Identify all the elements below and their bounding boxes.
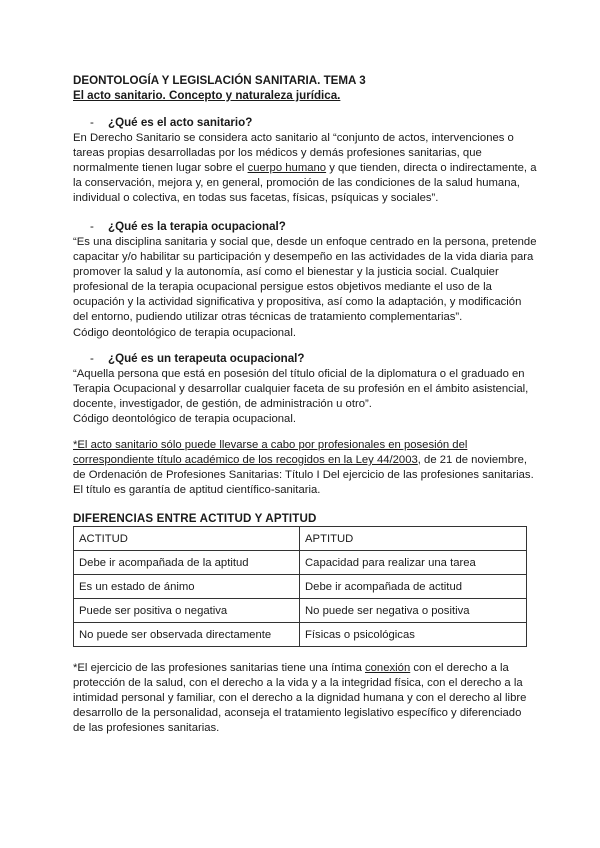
table-row [74, 599, 527, 623]
question-text: ¿Qué es la terapia ocupacional? [108, 220, 286, 233]
text-line: de Ordenación de Profesiones Sanitarias: Título I Del ejercicio de las profesiones sanitarias. [73, 469, 534, 482]
text-span: *El ejercicio de las profesiones sanitarias tiene una íntima [73, 662, 365, 674]
table-cell: Puede ser positiva o negativa [74, 599, 300, 623]
text-line: de las profesiones sanitarias. [73, 722, 220, 735]
title-line: DEONTOLOGÍA Y LEGISLACIÓN SANITARIA. TEMA 3 [73, 74, 366, 87]
text-span: , de 21 de noviembre, [417, 454, 528, 467]
text-line: “Aquella persona que está en posesión del título oficial de la diplomatura o el graduado en [73, 368, 525, 380]
question-text: ¿Qué es el acto sanitario? [108, 116, 253, 129]
text-line: capacitar y/o habilitar su participación y desempeño en las actividades de la vida diaria para [73, 251, 534, 264]
table-cell: Capacidad para realizar una tarea [300, 551, 527, 575]
text-line: del entorno, pudiendo utilizar otras técnicas de tratamiento complementarias”. [73, 311, 463, 324]
paragraph-terapia-ocupacional [73, 235, 543, 341]
question-terapia-ocupacional [90, 219, 286, 234]
text-line: protección de la salud, con el derecho a la vida y a la integridad física, con el derecho a la [73, 677, 523, 690]
text-span: con el derecho a la [410, 662, 509, 674]
underlined-text: correspondiente título académico de los recogidos en la Ley 44/2003 [73, 454, 418, 467]
text-line: El título es garantía de aptitud científico-sanitaria. [73, 484, 321, 497]
text-line [73, 161, 543, 176]
question-terapeuta-ocupacional [90, 351, 305, 366]
text-line: docente, investigador, de gestión, de administración u otro”. [73, 398, 372, 411]
question-acto-sanitario [90, 115, 252, 130]
table-row [74, 623, 527, 647]
text-span: normalmente tienen lugar sobre el [73, 162, 248, 175]
text-line: desarrollo de la personalidad, aconseja el tratamiento legislativo específico y diferenciado [73, 707, 522, 720]
bullet-dash: - [90, 220, 94, 233]
underlined-term: cuerpo humano [247, 162, 327, 175]
note-acto-sanitario [73, 438, 543, 498]
table-cell: Debe ir acompañada de la aptitud [74, 551, 300, 575]
note-ejercicio-profesiones [73, 661, 543, 736]
bullet-dash: - [90, 116, 94, 129]
text-line [73, 661, 543, 676]
document-title [73, 73, 366, 103]
text-line [73, 453, 543, 468]
text-line: tareas propias desarrolladas por los médicos y demás profesiones sanitarias, que [73, 147, 482, 160]
text-line: ocupación y la actividad significativa y propositiva, así como la adaptación, y modificación [73, 296, 522, 309]
underlined-term: conexión [365, 662, 411, 674]
text-line: Terapia Ocupacional y desarrollar cualquier faceta de su profesión en el ámbito asistencial, [73, 383, 529, 396]
paragraph-acto-sanitario [73, 131, 543, 206]
header-cell-aptitud: APTITUD [300, 527, 527, 551]
table-heading: DIFERENCIAS ENTRE ACTITUD Y APTITUD [73, 512, 317, 525]
table-cell: Físicas o psicológicas [300, 623, 527, 647]
question-text: ¿Qué es un terapeuta ocupacional? [108, 352, 305, 365]
table-header-row [74, 527, 527, 551]
source-citation: Código deontológico de terapia ocupacional. [73, 326, 296, 339]
header-cell-actitud: ACTITUD [74, 527, 300, 551]
text-line: promover la salud y la autonomía, así como el bienestar y la justicia social. Cualquier [73, 266, 499, 279]
bullet-dash: - [90, 352, 94, 365]
table-cell: No puede ser negativa o positiva [300, 599, 527, 623]
table-cell: Debe ir acompañada de actitud [300, 575, 527, 599]
subtitle: El acto sanitario. Concepto y naturaleza jurídica. [73, 89, 341, 102]
text-line: “Es una disciplina sanitaria y social que, desde un enfoque centrado en la persona, pretende [73, 236, 537, 248]
table-row [74, 575, 527, 599]
table-cell: No puede ser observada directamente [74, 623, 300, 647]
text-line: individual o colectiva, en todas sus facetas, físicas, psíquicas y sociales”. [73, 192, 439, 205]
text-line: En Derecho Sanitario se considera acto sanitario al “conjunto de actos, intervenciones o [73, 132, 514, 144]
table-cell: Es un estado de ánimo [74, 575, 300, 599]
table-row [74, 551, 527, 575]
source-citation: Código deontológico de terapia ocupacional. [73, 413, 296, 426]
underlined-line: *El acto sanitario sólo puede llevarse a cabo por profesionales en posesión del [73, 439, 468, 451]
text-line: profesional de la terapia ocupacional persigue estos objetivos mediante el uso de la [73, 281, 492, 294]
text-span: y que tienden, directa o indirectamente, a [326, 162, 537, 175]
paragraph-terapeuta-ocupacional [73, 367, 543, 427]
text-line: intimidad personal y familiar, con el derecho a la dignidad humana y con el derecho al libre [73, 692, 527, 705]
text-line: la conservación, mejora y, en general, promoción de las condiciones de la salud humana, [73, 177, 520, 190]
differences-table [73, 526, 527, 647]
